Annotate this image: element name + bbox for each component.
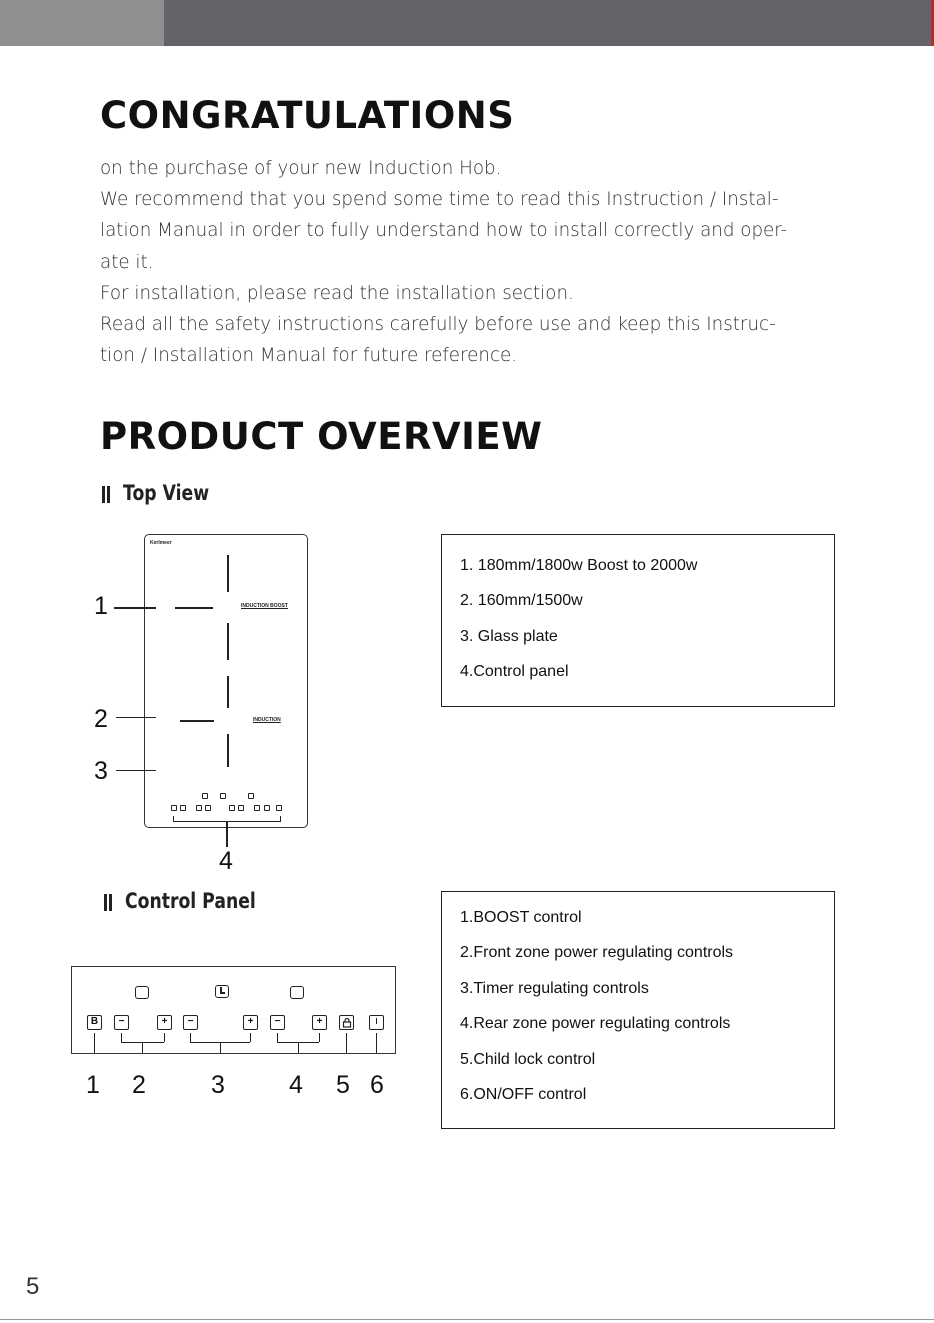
bracket-2-right bbox=[164, 1033, 165, 1042]
rear-zone-plus-key: + bbox=[312, 1015, 327, 1030]
legend-item: 3. Glass plate bbox=[460, 628, 558, 645]
legend-item: 4.Rear zone power regulating controls bbox=[460, 1015, 731, 1032]
callout-1: 1 bbox=[94, 592, 108, 620]
callout-4: 4 bbox=[219, 847, 233, 875]
mini-plus-key bbox=[196, 805, 202, 811]
zone2-mark-left bbox=[180, 720, 214, 722]
callout-3: 3 bbox=[94, 757, 108, 785]
intro-line-3: For installation, please read the installation section. bbox=[100, 282, 574, 304]
intro-line-4: Read all the safety instructions carefully before use and keep this Instruc-tion / Installation Manual for future reference. bbox=[100, 314, 776, 367]
legend-item: 2.Front zone power regulating controls bbox=[460, 944, 734, 961]
front-zone-plus-key: + bbox=[157, 1015, 172, 1030]
zone2-mark-bottom bbox=[227, 734, 229, 767]
zone2-label: INDUCTION bbox=[253, 717, 281, 723]
bracket-2-left bbox=[121, 1033, 122, 1042]
footer-rule bbox=[0, 1319, 934, 1320]
zone1-mark-top bbox=[227, 555, 229, 592]
subheading-marker-bar bbox=[104, 894, 107, 911]
header-band-light bbox=[0, 0, 164, 46]
callout-4-leader bbox=[226, 821, 228, 847]
leader-6 bbox=[376, 1033, 377, 1053]
legend-item: 1.BOOST control bbox=[460, 909, 582, 926]
zone1-label: INDUCTION BOOST bbox=[241, 603, 288, 609]
subheading-marker-bar bbox=[102, 486, 105, 503]
control-panel-heading: Control Panel bbox=[125, 889, 256, 913]
leader-3 bbox=[220, 1042, 221, 1053]
leader-5 bbox=[346, 1033, 347, 1053]
top-view-legend bbox=[441, 534, 835, 707]
intro-text bbox=[100, 153, 810, 371]
top-view-heading: Top View bbox=[123, 481, 210, 505]
mini-minus-key bbox=[180, 805, 186, 811]
page-number: 5 bbox=[26, 1273, 40, 1300]
timer-display-icon bbox=[220, 793, 226, 799]
mini-power-key bbox=[276, 805, 282, 811]
bracket-right bbox=[280, 816, 281, 822]
rear-zone-minus-key: − bbox=[270, 1015, 285, 1030]
panel-callout-3: 3 bbox=[211, 1071, 225, 1099]
timer-plus-key: + bbox=[243, 1015, 258, 1030]
bracket-3-left bbox=[190, 1033, 191, 1042]
leader-2 bbox=[142, 1042, 143, 1053]
bracket-4-left bbox=[277, 1033, 278, 1042]
timer-display-icon bbox=[215, 985, 229, 998]
bracket-3-right bbox=[250, 1033, 251, 1042]
callout-2-leader bbox=[116, 717, 156, 718]
zone2-mark-top bbox=[227, 676, 229, 708]
mini-boost-key bbox=[171, 805, 177, 811]
brand-logo: Kerlmeer bbox=[150, 540, 172, 546]
legend-item: 2. 160mm/1500w bbox=[460, 592, 583, 609]
legend-item: 3.Timer regulating controls bbox=[460, 980, 649, 997]
hob-top-view bbox=[144, 534, 308, 828]
power-key bbox=[369, 1015, 384, 1030]
child-lock-key bbox=[339, 1015, 354, 1030]
legend-item: 4.Control panel bbox=[460, 663, 569, 680]
subheading-marker-bar bbox=[109, 894, 112, 911]
mini-lock-key bbox=[264, 805, 270, 811]
callout-2: 2 bbox=[94, 705, 108, 733]
panel-callout-6: 6 bbox=[370, 1071, 384, 1099]
leader-4 bbox=[298, 1042, 299, 1053]
congratulations-title: CONGRATULATIONS bbox=[100, 94, 515, 137]
subheading-marker-bar bbox=[107, 486, 110, 503]
control-panel-legend bbox=[441, 891, 835, 1129]
product-overview-title: PRODUCT OVERVIEW bbox=[100, 415, 543, 458]
panel-callout-2: 2 bbox=[132, 1071, 146, 1099]
legend-item: 6.ON/OFF control bbox=[460, 1086, 587, 1103]
front-zone-display-icon bbox=[135, 986, 149, 999]
panel-callout-4: 4 bbox=[289, 1071, 303, 1099]
panel-callout-5: 5 bbox=[336, 1071, 350, 1099]
front-zone-minus-key: − bbox=[114, 1015, 129, 1030]
control-panel-diagram bbox=[71, 966, 396, 1054]
mini-minus-key bbox=[205, 805, 211, 811]
timer-minus-key: − bbox=[183, 1015, 198, 1030]
intro-line-2: We recommend that you spend some time to read this Instruction / Instal-lation Manual in order to fully understand how to install correctly and oper-ate it. bbox=[100, 189, 788, 273]
rear-zone-display-icon bbox=[248, 793, 254, 799]
callout-3-leader bbox=[116, 770, 156, 771]
boost-key: B bbox=[87, 1015, 102, 1030]
legend-item: 1. 180mm/1800w Boost to 2000w bbox=[460, 557, 698, 574]
front-zone-display-icon bbox=[202, 793, 208, 799]
callout-1-leader bbox=[114, 607, 156, 609]
bracket-4-right bbox=[319, 1033, 320, 1042]
zone1-mark-left bbox=[175, 607, 213, 609]
mini-plus-key bbox=[254, 805, 260, 811]
panel-callout-1: 1 bbox=[86, 1071, 100, 1099]
mini-minus-key bbox=[238, 805, 244, 811]
intro-line-1: on the purchase of your new Induction Hob. bbox=[100, 158, 502, 179]
leader-1 bbox=[94, 1033, 95, 1053]
rear-zone-display-icon bbox=[290, 986, 304, 999]
header-band-dark bbox=[164, 0, 934, 46]
legend-item: 5.Child lock control bbox=[460, 1051, 596, 1068]
zone1-mark-bottom bbox=[227, 623, 229, 660]
mini-plus-key bbox=[229, 805, 235, 811]
